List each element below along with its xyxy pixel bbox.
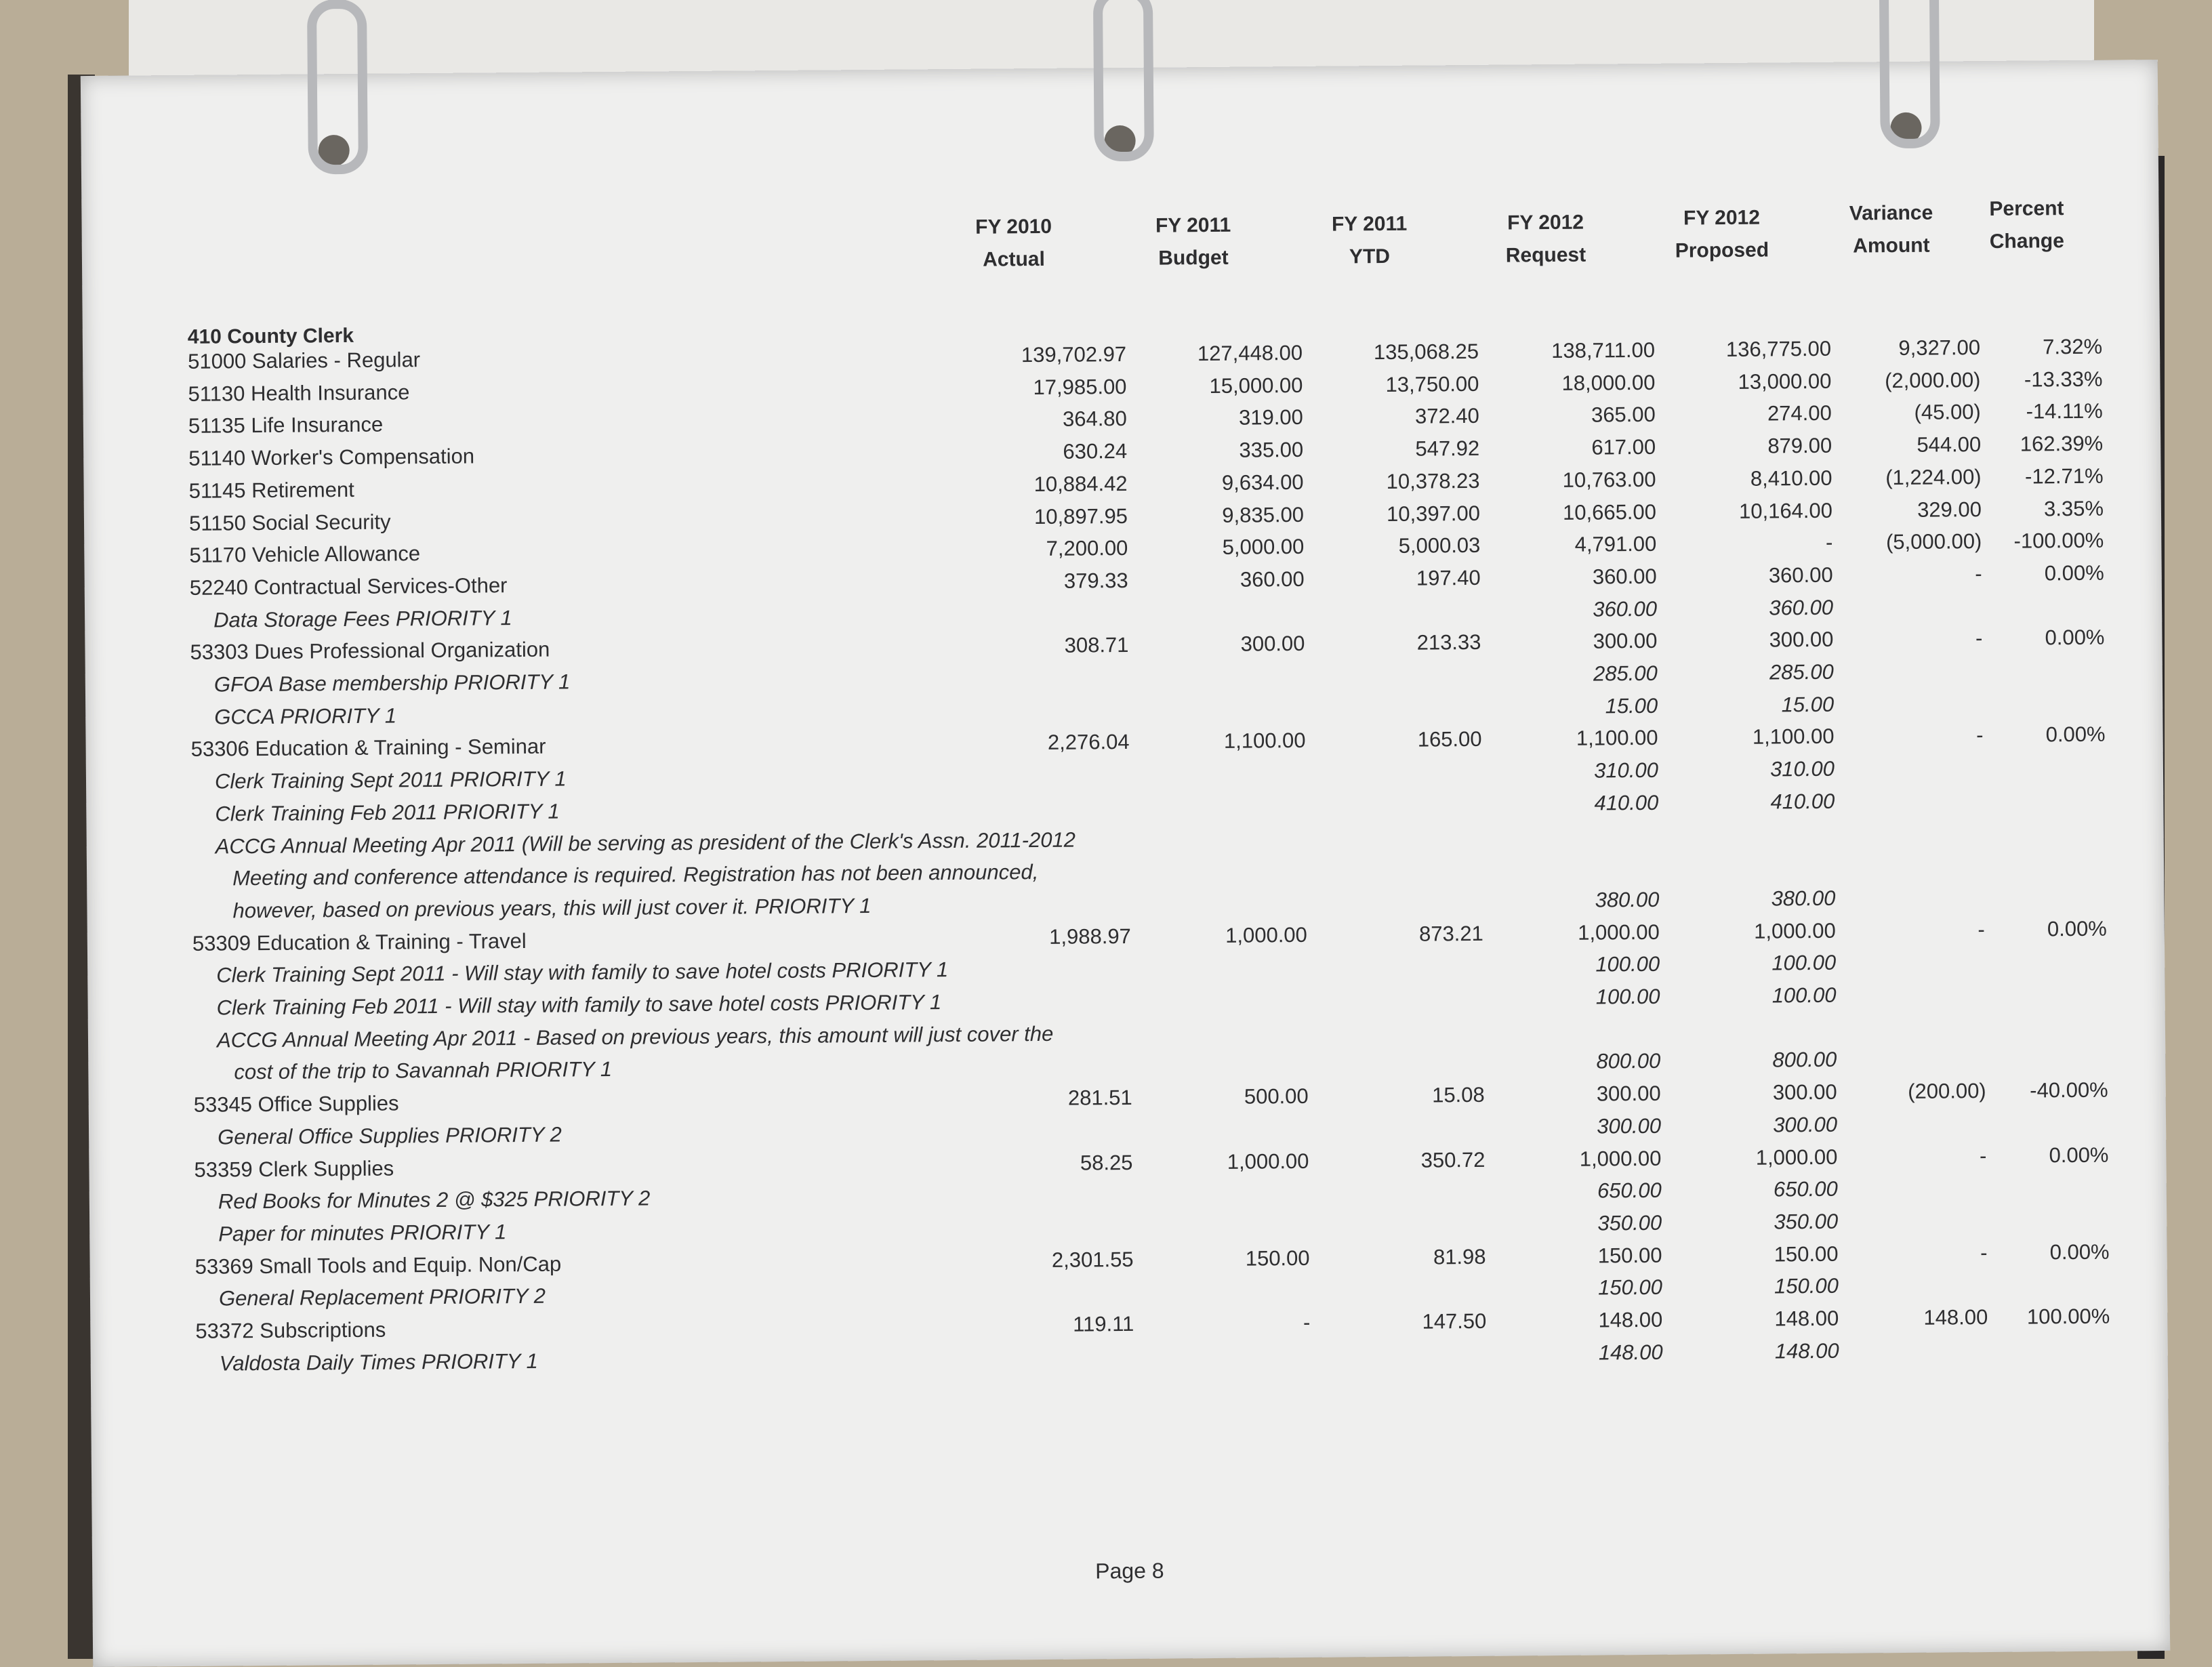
cell-fy2012-proposed: 879.00 [1767, 433, 1832, 458]
cell-fy2012-request: 10,763.00 [1562, 467, 1656, 492]
cell-variance-amount: 148.00 [1923, 1305, 1988, 1330]
cell-fy2011-budget: 1,000.00 [1225, 922, 1307, 947]
cell-fy2011-budget: 1,000.00 [1227, 1149, 1309, 1174]
cell-percent-change: -13.33% [2024, 367, 2103, 392]
cell-fy2011-budget: 9,835.00 [1222, 502, 1305, 527]
header-fy2010-actual: FY 2010 Actual [975, 215, 1052, 271]
account-label: 51135 Life Insurance [188, 412, 384, 438]
cell-percent-change: 0.00% [2044, 560, 2104, 585]
cell-fy2012-proposed: 150.00 [1774, 1274, 1839, 1298]
cell-fy2011-ytd: 13,750.00 [1385, 371, 1479, 396]
account-label: 53309 Education & Training - Travel [192, 928, 527, 955]
cell-fy2010-actual: 2,301.55 [1051, 1247, 1134, 1272]
cell-variance-amount: - [1979, 1143, 1987, 1168]
cell-fy2012-proposed: 360.00 [1768, 562, 1833, 588]
line-item-note: Clerk Training Feb 2011 PRIORITY 1 [215, 799, 560, 826]
cell-fy2010-actual: 10,884.42 [1033, 471, 1128, 496]
cell-variance-amount: (200.00) [1908, 1079, 1986, 1104]
cell-fy2011-ytd: 135,068.25 [1373, 339, 1479, 365]
cell-fy2010-actual: 308.71 [1064, 633, 1129, 657]
header-variance-amount: Variance Amount [1849, 201, 1933, 258]
binder-ring [307, 0, 368, 174]
line-item-note: Meeting and conference attendance is required. Registration has not been announced, [232, 860, 1039, 890]
cell-variance-amount: (1,224.00) [1885, 464, 1982, 489]
cell-fy2012-request: 148.00 [1598, 1307, 1663, 1332]
cell-percent-change [1982, 593, 2104, 594]
cell-fy2011-ytd: 873.21 [1418, 921, 1483, 946]
account-label: 51130 Health Insurance [188, 379, 410, 406]
cell-fy2012-proposed: 8,410.00 [1750, 466, 1832, 491]
cell-percent-change [1986, 1013, 2108, 1014]
cell-fy2012-proposed: 300.00 [1772, 1079, 1837, 1105]
cell-fy2012-request: 18,000.00 [1561, 370, 1656, 395]
cell-fy2012-request: 310.00 [1593, 758, 1659, 783]
cell-fy2012-request: 410.00 [1594, 790, 1659, 815]
cell-variance-amount: - [1975, 626, 1983, 651]
cell-fy2011-ytd: 165.00 [1417, 727, 1482, 752]
cell-variance-amount: - [1980, 1240, 1988, 1264]
cell-variance-amount: - [1975, 561, 1982, 586]
cell-fy2012-request: 1,000.00 [1578, 920, 1660, 945]
cell-fy2011-ytd: 213.33 [1416, 630, 1481, 655]
cell-fy2012-request: 150.00 [1597, 1243, 1662, 1268]
cell-percent-change: -40.00% [2030, 1077, 2108, 1103]
cell-variance-amount: - [1978, 917, 1985, 941]
cell-fy2011-budget: - [1303, 1310, 1311, 1334]
cell-percent-change: 0.00% [2045, 625, 2105, 650]
account-label: 51140 Worker's Compensation [188, 444, 475, 470]
cell-fy2012-request: 350.00 [1597, 1210, 1662, 1235]
cell-percent-change: 7.32% [2043, 334, 2103, 359]
cell-fy2012-request: 300.00 [1593, 629, 1658, 653]
cell-fy2012-request: 650.00 [1597, 1178, 1662, 1203]
cell-fy2010-actual: 7,200.00 [1046, 536, 1128, 561]
line-item-note: Data Storage Fees PRIORITY 1 [213, 605, 512, 632]
cell-fy2011-budget: 1,100.00 [1223, 728, 1306, 754]
account-label: 51150 Social Security [188, 509, 391, 535]
cell-fy2010-actual: 139,702.97 [1021, 342, 1127, 367]
cell-percent-change [1985, 981, 2107, 982]
account-label: 53345 Office Supplies [193, 1091, 399, 1117]
cell-percent-change: 0.00% [2049, 1143, 2109, 1167]
line-item-note: General Office Supplies PRIORITY 2 [217, 1122, 562, 1149]
header-fy2012-proposed: FY 2012 Proposed [1675, 206, 1769, 262]
cell-percent-change [1983, 658, 2105, 659]
line-item-note: Valdosta Daily Times PRIORITY 1 [219, 1349, 538, 1376]
cell-fy2010-actual: 379.33 [1063, 568, 1128, 593]
line-item-note: General Replacement PRIORITY 2 [218, 1284, 546, 1311]
cell-percent-change: 0.00% [2049, 1239, 2110, 1264]
cell-percent-change [1986, 1110, 2108, 1111]
line-item-note: however, based on previous years, this will just cover it. PRIORITY 1 [232, 893, 872, 923]
cell-percent-change [1987, 1175, 2109, 1176]
cell-fy2012-request: 100.00 [1595, 952, 1660, 976]
cell-fy2012-proposed: - [1825, 530, 1833, 555]
cell-fy2012-request: 360.00 [1593, 596, 1658, 621]
cell-fy2012-request: 300.00 [1596, 1081, 1661, 1106]
cell-fy2012-request: 800.00 [1596, 1049, 1661, 1073]
cell-fy2012-request: 1,000.00 [1579, 1146, 1662, 1171]
cell-percent-change: -100.00% [2013, 528, 2104, 553]
cell-fy2012-proposed: 150.00 [1774, 1241, 1839, 1267]
cell-fy2011-budget: 500.00 [1244, 1084, 1309, 1109]
cell-percent-change [1984, 819, 2106, 820]
cell-fy2012-proposed: 310.00 [1769, 756, 1835, 781]
cell-fy2012-proposed: 410.00 [1770, 789, 1835, 814]
cell-fy2010-actual: 281.51 [1067, 1086, 1132, 1110]
line-item-note: ACCG Annual Meeting Apr 2011 (Will be serving as president of the Clerk's Assn. 2011-2012 [215, 827, 1076, 859]
line-item-note: Paper for minutes PRIORITY 1 [218, 1220, 507, 1246]
cell-fy2011-budget: 300.00 [1240, 632, 1305, 656]
line-item-note: ACCG Annual Meeting Apr 2011 - Based on previous years, this amount will just cover the [216, 1021, 1054, 1052]
header-percent-change: Percent Change [1989, 197, 2064, 253]
cell-fy2012-request: 360.00 [1592, 564, 1657, 589]
cell-percent-change: 0.00% [2047, 916, 2107, 941]
cell-fy2011-ytd: 197.40 [1416, 565, 1481, 590]
cell-fy2012-proposed: 100.00 [1771, 951, 1837, 975]
cell-fy2011-budget: 9,634.00 [1221, 470, 1304, 495]
cell-variance-amount: 329.00 [1917, 497, 1982, 522]
cell-variance-amount: (45.00) [1914, 400, 1981, 425]
cell-fy2012-request: 10,665.00 [1562, 499, 1657, 524]
cell-fy2012-proposed: 100.00 [1771, 983, 1837, 1008]
cell-fy2012-request: 300.00 [1597, 1113, 1662, 1138]
account-label: 51000 Salaries - Regular [188, 348, 421, 373]
cell-percent-change [1988, 1336, 2110, 1337]
cell-fy2011-ytd: 350.72 [1420, 1147, 1486, 1172]
cell-fy2012-proposed: 274.00 [1767, 401, 1832, 426]
cell-fy2012-proposed: 10,164.00 [1738, 498, 1833, 523]
line-item-note: GCCA PRIORITY 1 [214, 703, 397, 729]
binder-ring [1879, 0, 1940, 148]
cell-percent-change: 162.39% [2020, 431, 2104, 456]
cell-fy2012-request: 617.00 [1591, 434, 1656, 459]
line-item-note: Clerk Training Sept 2011 PRIORITY 1 [214, 766, 567, 794]
cell-fy2011-ytd: 372.40 [1414, 404, 1479, 429]
cell-fy2012-proposed: 650.00 [1773, 1176, 1838, 1201]
cell-fy2011-ytd: 147.50 [1422, 1309, 1487, 1334]
cell-percent-change [1984, 884, 2106, 885]
cell-fy2012-proposed: 136,775.00 [1725, 336, 1832, 362]
cell-fy2011-budget: 360.00 [1240, 567, 1305, 592]
cell-fy2010-actual: 17,985.00 [1033, 374, 1127, 399]
cell-fy2012-proposed: 300.00 [1769, 627, 1834, 652]
cell-fy2012-proposed: 15.00 [1781, 692, 1835, 717]
cell-fy2012-request: 285.00 [1593, 661, 1658, 686]
cell-fy2010-actual: 630.24 [1063, 439, 1128, 464]
cell-variance-amount: 544.00 [1917, 432, 1982, 457]
cell-fy2011-ytd: 547.92 [1415, 436, 1480, 461]
cell-fy2012-request: 365.00 [1591, 403, 1656, 427]
account-label: 51170 Vehicle Allowance [189, 541, 421, 568]
cell-percent-change [1984, 755, 2106, 756]
line-item-note: Red Books for Minutes 2 @ $325 PRIORITY 2 [218, 1186, 651, 1214]
cell-fy2011-ytd: 81.98 [1433, 1244, 1486, 1269]
account-label: 51145 Retirement [188, 477, 354, 503]
cell-fy2011-ytd: 5,000.03 [1398, 533, 1481, 558]
cell-fy2012-proposed: 1,000.00 [1755, 1145, 1838, 1170]
cell-fy2010-actual: 364.80 [1062, 407, 1127, 432]
cell-variance-amount: (2,000.00) [1884, 367, 1981, 392]
binder-ring [1093, 0, 1154, 161]
cell-variance-amount: 9,327.00 [1898, 335, 1981, 361]
department-title: 410 County Clerk [187, 324, 354, 348]
cell-fy2010-actual: 1,988.97 [1049, 924, 1131, 949]
cell-fy2010-actual: 10,897.95 [1033, 503, 1128, 529]
account-label: 53369 Small Tools and Equip. Non/Cap [194, 1252, 562, 1279]
account-label: 52240 Contractual Services-Other [189, 573, 508, 600]
cell-fy2012-proposed: 285.00 [1769, 659, 1834, 684]
cell-fy2012-request: 100.00 [1595, 984, 1660, 1009]
cell-percent-change: -14.11% [2026, 399, 2103, 424]
cell-fy2012-request: 380.00 [1595, 887, 1660, 912]
cell-fy2012-request: 15.00 [1605, 693, 1658, 718]
account-label: 53306 Education & Training - Seminar [190, 735, 546, 762]
cell-fy2012-proposed: 148.00 [1774, 1338, 1839, 1363]
cell-fy2012-proposed: 380.00 [1771, 886, 1836, 911]
header-fy2011-budget: FY 2011 Budget [1155, 213, 1231, 270]
cell-fy2011-ytd: 10,397.00 [1386, 501, 1481, 526]
page-number: Page 8 [1095, 1558, 1164, 1584]
cell-fy2010-actual: 58.25 [1080, 1150, 1133, 1175]
cell-fy2012-proposed: 1,000.00 [1754, 918, 1836, 943]
cell-fy2011-ytd: 10,378.23 [1386, 468, 1480, 493]
cell-fy2011-budget: 5,000.00 [1222, 535, 1305, 560]
header-fy2011-ytd: FY 2011 YTD [1331, 212, 1408, 268]
cell-fy2012-proposed: 350.00 [1774, 1209, 1839, 1234]
budget-page [81, 60, 2170, 1667]
cell-fy2011-budget: 127,448.00 [1197, 340, 1303, 366]
cell-fy2012-proposed: 300.00 [1773, 1112, 1838, 1137]
cell-fy2012-proposed: 800.00 [1772, 1048, 1837, 1072]
cell-fy2012-proposed: 148.00 [1774, 1306, 1839, 1331]
line-item-note: cost of the trip to Savannah PRIORITY 1 [234, 1057, 613, 1084]
cell-percent-change: 0.00% [2045, 722, 2106, 747]
cell-fy2012-request: 150.00 [1597, 1275, 1663, 1300]
account-label: 53372 Subscriptions [195, 1317, 386, 1343]
account-label: 53303 Dues Professional Organization [190, 637, 550, 665]
line-item-note: GFOA Base membership PRIORITY 1 [213, 670, 571, 697]
cell-fy2011-budget: 150.00 [1245, 1246, 1310, 1271]
cell-percent-change [1988, 1272, 2110, 1273]
cell-fy2012-request: 1,100.00 [1576, 726, 1658, 751]
cell-fy2012-proposed: 360.00 [1769, 595, 1834, 620]
line-item-note: Clerk Training Sept 2011 - Will stay with family to save hotel costs PRIORITY 1 [216, 958, 949, 987]
header-fy2012-request: FY 2012 Request [1505, 211, 1586, 267]
cell-fy2012-proposed: 13,000.00 [1738, 369, 1832, 394]
cell-fy2010-actual: 2,276.04 [1047, 730, 1130, 755]
cell-fy2012-request: 4,791.00 [1574, 532, 1657, 556]
cell-fy2011-ytd: 15.08 [1431, 1082, 1485, 1107]
cell-percent-change: -12.71% [2024, 464, 2104, 489]
cell-fy2012-request: 138,711.00 [1551, 337, 1656, 363]
cell-fy2011-budget: 319.00 [1238, 405, 1303, 430]
cell-variance-amount: - [1976, 723, 1984, 747]
cell-fy2012-request: 148.00 [1598, 1340, 1663, 1365]
cell-percent-change: 100.00% [2026, 1304, 2110, 1329]
line-item-note: Clerk Training Feb 2011 - Will stay with family to save hotel costs PRIORITY 1 [216, 990, 942, 1020]
cell-fy2012-proposed: 1,100.00 [1752, 724, 1835, 749]
account-label: 53359 Clerk Supplies [194, 1155, 394, 1182]
cell-percent-change: 3.35% [2043, 496, 2104, 520]
cell-fy2010-actual: 119.11 [1072, 1311, 1134, 1336]
cell-fy2011-budget: 335.00 [1239, 438, 1304, 462]
cell-percent-change [1983, 690, 2105, 691]
cell-fy2011-budget: 15,000.00 [1209, 373, 1303, 398]
cell-variance-amount: (5,000.00) [1885, 529, 1982, 554]
